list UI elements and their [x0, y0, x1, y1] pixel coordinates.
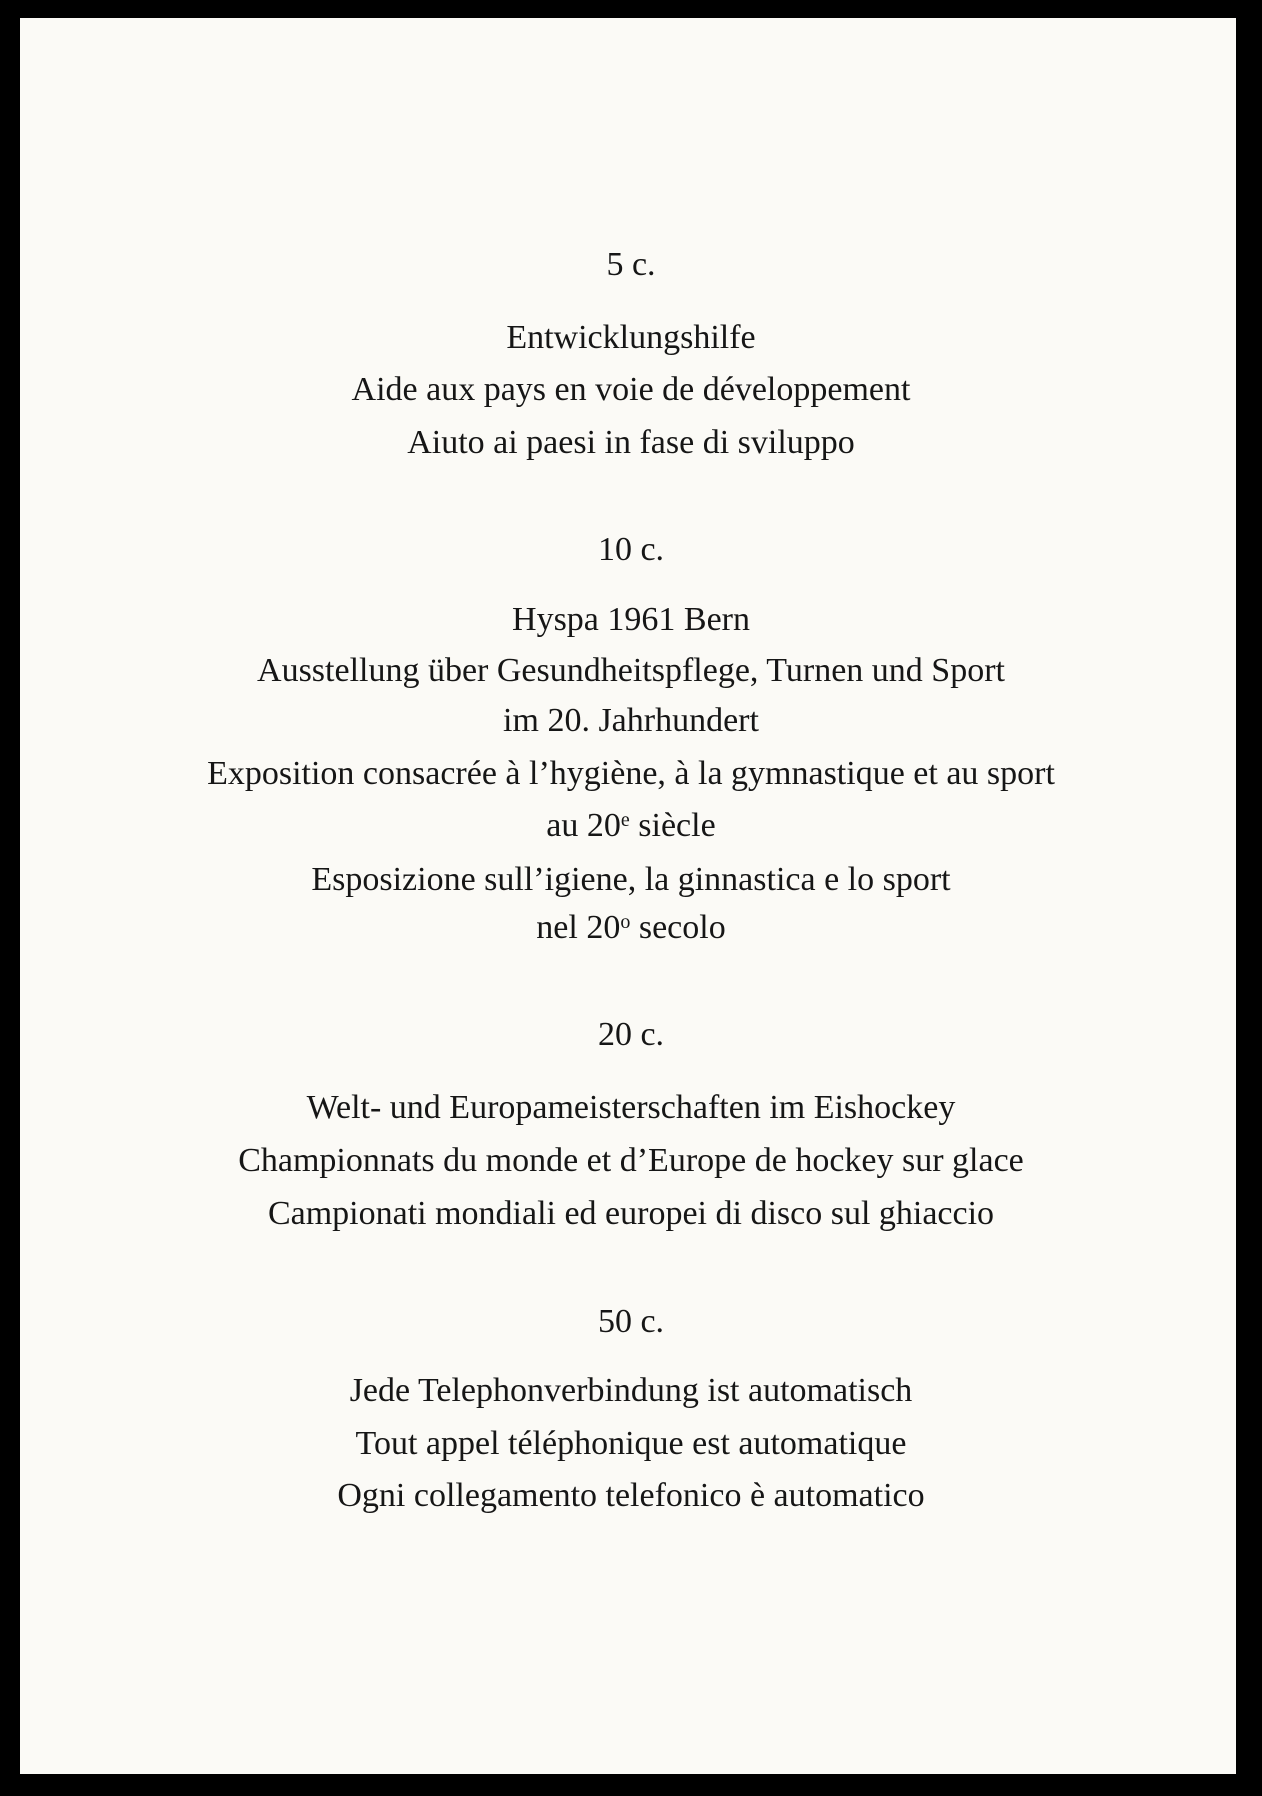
superscript-o: o [620, 911, 631, 933]
stamp-value-50c: 50 c. [597, 1303, 665, 1340]
stamp-50c-title-it: Ogni collegamento telefonico è automatico [337, 1477, 925, 1514]
stamp-value-20c: 20 c. [597, 1016, 665, 1053]
stamp-20c-title-it: Campionati mondiali ed europei di disco sul ghiaccio [267, 1195, 995, 1232]
stamp-10c-desc-de-2: im 20. Jahrhundert [503, 702, 759, 739]
stamp-20c-title-fr: Championnats du monde et d’Europe de hockey sur glace [238, 1142, 1024, 1179]
stamp-10c-desc-it-2-part1: nel 20 [536, 909, 621, 946]
superscript-e: e [620, 809, 630, 831]
stamp-10c-desc-fr-1: Exposition consacrée à l’hygiène, à la gymnastique et au sport [207, 755, 1055, 792]
stamp-20c-title-de: Welt- und Europameisterschaften im Eishockey [306, 1089, 956, 1126]
stamp-10c-desc-fr-2-part2: siècle [629, 807, 716, 844]
stamp-5c-title-fr: Aide aux pays en voie de développement [351, 371, 911, 408]
stamp-value-5c: 5 c. [606, 246, 656, 283]
stamp-10c-desc-it-1: Esposizione sull’igiene, la ginnastica e lo sport [311, 861, 951, 898]
stamp-50c-title-de: Jede Telephonverbindung ist automatisch [349, 1372, 913, 1409]
stamp-value-10c: 10 c. [597, 531, 665, 568]
stamp-5c-title-de: Entwicklungshilfe [506, 319, 756, 356]
stamp-5c-title-it: Aiuto ai paesi in fase di sviluppo [407, 424, 855, 461]
stamp-10c-title: Hyspa 1961 Bern [512, 601, 750, 638]
stamp-10c-desc-de-1: Ausstellung über Gesundheitspflege, Turnen und Sport [257, 652, 1005, 689]
stamp-10c-desc-fr-2-part1: au 20 [546, 807, 621, 844]
stamp-10c-desc-it-2 [0, 908, 1262, 948]
stamp-50c-title-fr: Tout appel téléphonique est automatique [355, 1425, 907, 1462]
stamp-10c-desc-it-2-part2: secolo [630, 909, 726, 946]
stamp-10c-desc-fr-2 [0, 806, 1262, 846]
